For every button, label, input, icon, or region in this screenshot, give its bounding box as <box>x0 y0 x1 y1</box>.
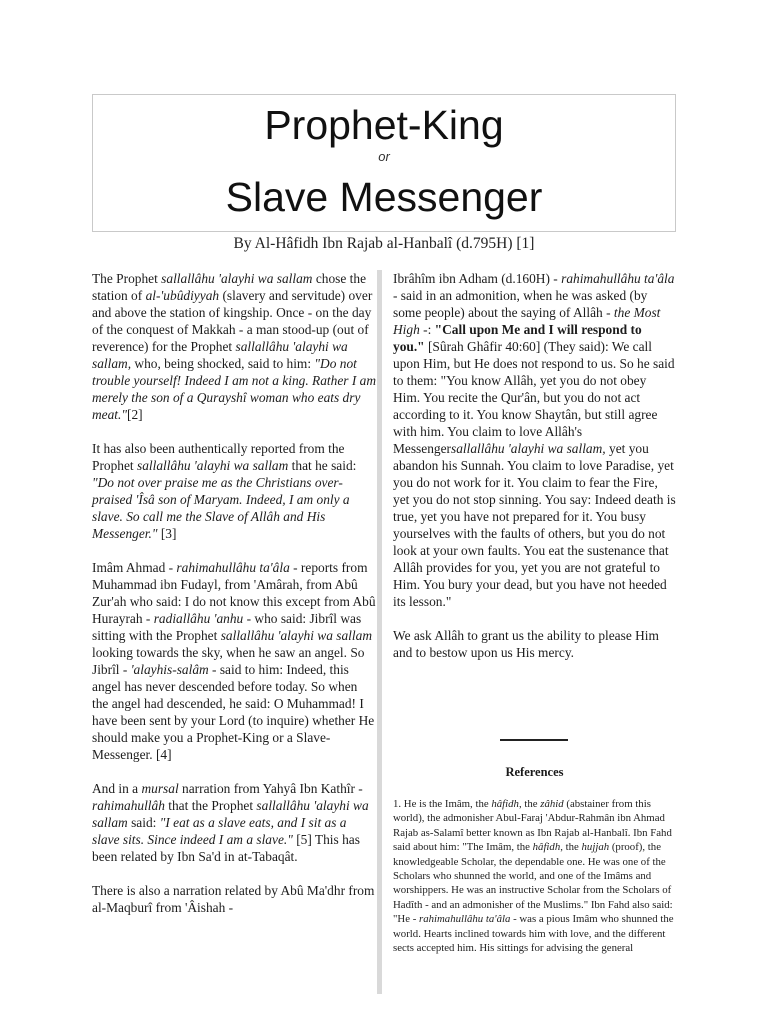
right-column <box>393 270 676 678</box>
paragraph: Imâm Ahmad - rahimahullâhu ta'âla - reports from Muhammad ibn Fudayl, from 'Amârah, from Abû Zur'ah who said: I do not know this except from Abû Hurayrah - radiallâhu 'anhu - who said: Jibrîl was sitting with the Prophet sallallâhu 'alayhi wa sallam looking towards the sky, when he saw an angel. So Jibrîl - 'alayhis-salâm - said to him: Indeed, this angel has never descended before today. So when the angel had descended, he said: O Muhammad! I have been sent by your Lord (to inquire) whether He should make you a Prophet-King or a Slave-Messenger. [4] <box>92 560 376 762</box>
paragraph: Ibrâhîm ibn Adham (d.160H) - rahimahullâhu ta'âla - said in an admonition, when he was asked (by some people) about the saying of Allâh - the Most High -: "Call upon Me and I will respond to you." [Sûrah Ghâfir 40:60] (They said): We call upon Him, but He does not respond to us. So he said to them: "You know Allâh, yet you do not obey Him. You recite the Qur'ân, but you do not act according to it. You know Shaytân, but still agree with him. You claim to love Allâh's Messengersallallâhu 'alayhi wa sallam, yet you abandon his Sunnah. You claim to love Paradise, yet you do not work for it. You claim to fear the Fire, yet you do not stop sinning. You say: Indeed death is true, yet you have not prepared for it. You busy yourselves with the faults of others, but you do not look at your own faults. You eat the sustenance that Allâh provides for you, yet you are not grateful to Him. You bury your dead, but you have not heeded its lesson." <box>393 271 676 609</box>
paragraph: It has also been authentically reported from the Prophet sallallâhu 'alayhi wa sallam that he said: "Do not over praise me as the Christians over-praised 'Îsâ son of Maryam. Indeed, I am only a slave. So call me the Slave of Allâh and His Messenger." [3] <box>92 441 357 541</box>
paragraph: We ask Allâh to grant us the ability to please Him and to bestow upon us His mercy. <box>393 628 659 660</box>
paragraph: The Prophet sallallâhu 'alayhi wa sallam chose the station of al-'ubûdiyyah (slavery and servitude) over and above the station of kingship. Once - on the day of the conquest of Makkah - a man stood-up (out of reverence) for the Prophet sallallâhu 'alayhi wa sallam, who, being shocked, said to him: "Do not trouble yourself! Indeed I am not a king. Rather I am merely the son of a Qurayshî woman who eats dry meat."[2] <box>92 271 376 422</box>
reference-note <box>393 797 676 993</box>
subtitle: Slave Messenger <box>225 174 543 220</box>
title-connector: or <box>378 149 390 164</box>
main-title: Prophet-King <box>264 102 504 148</box>
paragraph: And in a mursal narration from Yahyâ Ibn Kathîr - rahimahullâh that the Prophet sallallâhu 'alayhi wa sallam said: "I eat as a slave eats, and I sit as a slave sits. Since indeed I am a slave." [5] This has been related by Ibn Sa'd in at-Tabaqât. <box>92 781 369 864</box>
left-column <box>92 270 376 933</box>
title-box <box>92 94 676 232</box>
column-divider <box>377 270 382 994</box>
author-byline: By Al-Hâfidh Ibn Rajab al-Hanbalî (d.795H) [1] <box>233 235 535 252</box>
footnote: 1. He is the Imâm, the hâfidh, the zâhid (abstainer from this world), the admonisher Abul-Faraj 'Abdur-Rahmân ibn Ahmad Rajab as-Salamî better known as Ibn Rajab al-Hanbalî. Ibn Fahd said about him: "The Imâm, the hâfidh, the hujjah (proof), the knowledgeable Scholar, the dependable one. He was one of the Scholars who shunned the world, and one of the Imâms and worshippers. He was an instructive Scholar from the Scholars of Hadîth - and an admonisher of the Muslims." Ibn Fahd also said: "He - rahimahullâhu ta'âla - was a pious Imâm who shunned the world. Hearts inclined towards him with love, and the different sects accepted him. His sittings for advising the general <box>393 798 674 955</box>
paragraph: There is also a narration related by Abû Ma'dhr from al-Maqburî from 'Âishah - <box>92 883 375 915</box>
references-heading: References <box>505 765 564 779</box>
section-rule <box>500 739 568 741</box>
